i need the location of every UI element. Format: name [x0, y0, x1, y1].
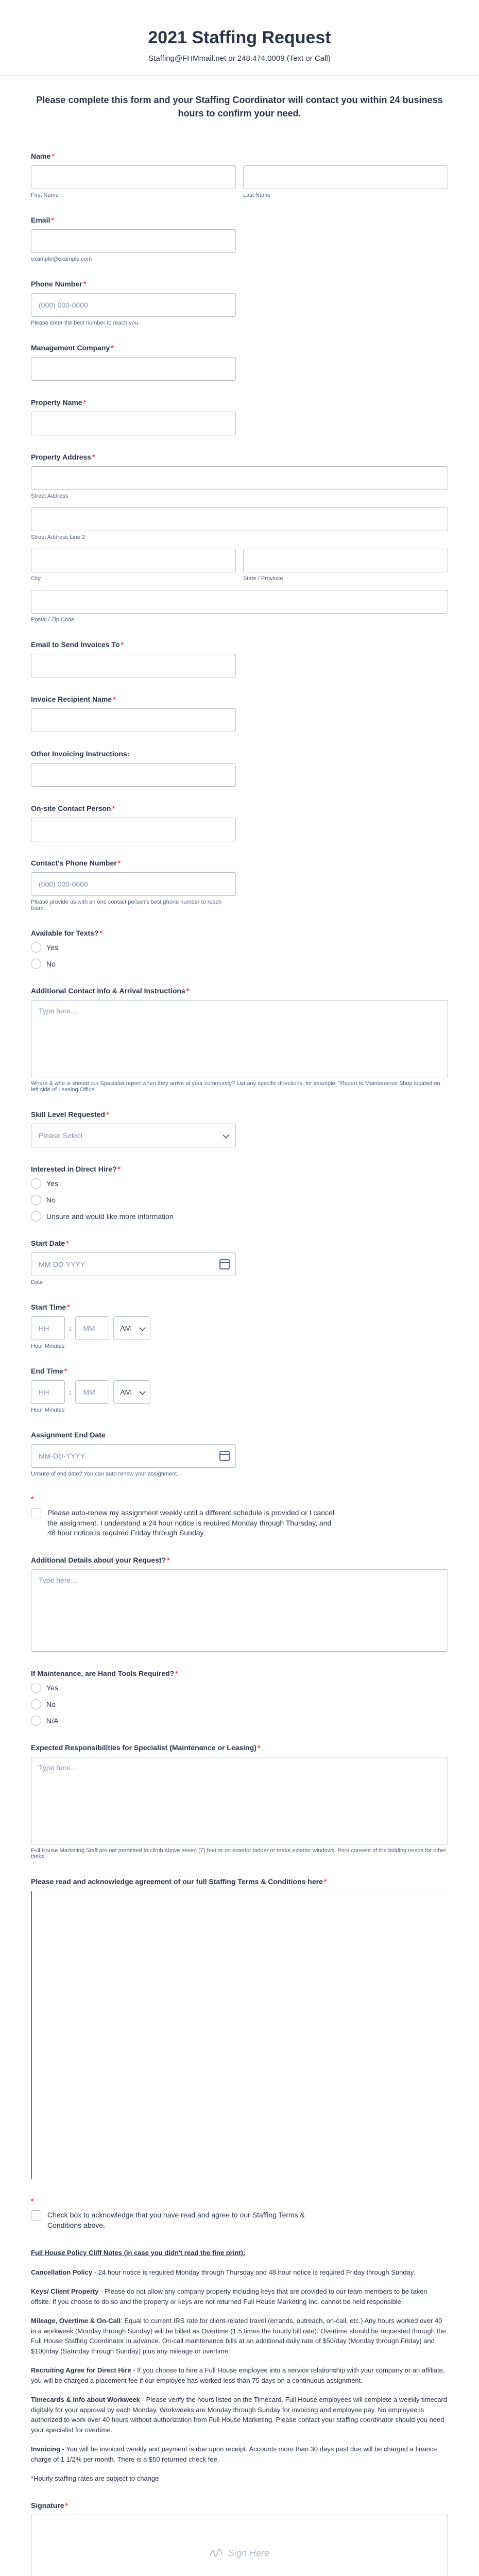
property-name-field — [31, 398, 448, 435]
phone-input[interactable] — [31, 293, 236, 317]
policy-item: Recruiting Agree for Direct Hire - If you choose to hire a Full House employee into a service relationship with your company or an affiliate, you will be charged a placement fee if our employee has worked less than 75 days on a continuous assignment. — [31, 2366, 445, 2384]
additional-contact-field — [31, 987, 448, 1093]
phone-sublabel: Please enter the best number to reach you. — [31, 320, 140, 327]
required-asterisk: * — [117, 1165, 121, 1174]
chevron-down-icon — [139, 1388, 146, 1395]
policy-title: Full House Policy Cliff Notes (in case you didn't read the fine print): — [31, 2249, 246, 2257]
city-sublabel: City — [31, 575, 41, 582]
radio-button[interactable] — [31, 1683, 41, 1693]
required-asterisk: * — [64, 1367, 67, 1376]
direct-hire-option-no[interactable]: No — [31, 1195, 448, 1205]
address-label: Property Address — [31, 453, 91, 462]
radio-button[interactable] — [31, 1716, 41, 1726]
time-separator: : — [69, 1388, 72, 1396]
form-header — [0, 0, 479, 76]
email-field — [31, 216, 448, 262]
signature-hint: Sign Here — [228, 2548, 270, 2558]
signature-pad[interactable] — [31, 2515, 448, 2576]
additional-contact-textarea[interactable] — [31, 1000, 448, 1077]
end-time-label: End Time — [31, 1367, 63, 1376]
start-hour-input[interactable] — [31, 1316, 65, 1340]
email-input[interactable] — [31, 229, 236, 253]
required-asterisk: * — [175, 1669, 178, 1677]
start-date-sublabel: Date — [31, 1279, 43, 1286]
required-asterisk: * — [52, 152, 55, 161]
required-asterisk: * — [186, 987, 190, 995]
invoice-email-input[interactable] — [31, 654, 236, 677]
required-asterisk: * — [83, 398, 87, 407]
first-name-sublabel: First Name — [31, 192, 59, 199]
end-minute-input[interactable] — [75, 1380, 109, 1404]
radio-button[interactable] — [31, 959, 41, 969]
responsibilities-field — [31, 1743, 448, 1860]
first-name-input[interactable] — [31, 165, 236, 189]
invoice-email-field — [31, 640, 448, 677]
email-sublabel: example@example.com — [31, 256, 92, 263]
contact-phone-input[interactable] — [31, 872, 236, 896]
additional-contact-label: Additional Contact Info & Arrival Instructions — [31, 987, 185, 995]
street-input[interactable] — [31, 466, 448, 490]
policy-item: Invoicing - You will be invoiced weekly and payment is due upon receipt. Accounts more than 30 days past due will be charged a finance charge of 1 1/2% per month. There is a $50 returned check fee. — [31, 2445, 437, 2463]
auto-renew-text: Please auto-renew my assignment weekly until a different schedule is provided or I cancel the assignment. I understand a 24 hour notice is required Monday through Thursday, and 48 hour notice is required Friday through Sunday. — [47, 1509, 334, 1537]
hand-tools-field — [31, 1669, 448, 1726]
end-time-sublabel: Hour Minutes — [31, 1407, 65, 1414]
required-asterisk: * — [106, 1110, 109, 1119]
name-field — [31, 152, 448, 198]
direct-hire-option-yes[interactable]: Yes — [31, 1178, 448, 1189]
start-date-field — [31, 1239, 448, 1285]
invoice-email-label: Email to Send Invoices To — [31, 640, 120, 649]
end-ampm-select[interactable]: AM — [113, 1380, 150, 1404]
required-asterisk: * — [65, 2501, 69, 2510]
terms-label: Please read and acknowledge agreement of our full Staffing Terms & Conditions here — [31, 1877, 323, 1886]
responsibilities-textarea[interactable] — [31, 1757, 448, 1844]
responsibilities-sublabel: Full House Marketing Staff are not permitted to climb above seven (7) feet or on exterior ladder or make exterior windows. Prior consent of the bidding needs for other tasks. — [31, 1847, 447, 1860]
terms-agree-field — [31, 2197, 448, 2230]
start-time-sublabel: Hour Minutes — [31, 1343, 65, 1350]
required-asterisk: * — [113, 695, 116, 704]
start-minute-input[interactable] — [75, 1316, 109, 1340]
address-field — [31, 453, 448, 623]
contact-person-input[interactable] — [31, 818, 236, 841]
required-asterisk: * — [31, 2196, 34, 2205]
intro-text: Please complete this form and your Staffing Coordinator will contact you within 24 business hours to confirm your need. — [36, 95, 443, 119]
street2-sublabel: Street Address Line 2 — [31, 534, 85, 541]
street-sublabel: Street Address — [31, 493, 69, 500]
last-name-input[interactable] — [243, 165, 448, 189]
additional-details-label: Additional Details about your Request? — [31, 1555, 166, 1564]
start-time-label: Start Time — [31, 1303, 66, 1312]
start-time-field — [31, 1303, 448, 1349]
required-asterisk: * — [112, 804, 115, 813]
auto-renew-option[interactable] — [31, 1508, 448, 1538]
phone-label: Phone Number — [31, 280, 82, 289]
skill-label: Skill Level Requested — [31, 1110, 105, 1119]
invoice-name-field — [31, 695, 448, 732]
street2-input[interactable] — [31, 507, 448, 531]
phone-field — [31, 280, 448, 326]
required-asterisk: * — [121, 640, 124, 649]
required-asterisk: * — [67, 1303, 70, 1312]
form-title: 2021 Staffing Request — [148, 28, 331, 47]
contact-person-field — [31, 804, 448, 841]
required-asterisk: * — [51, 216, 54, 225]
texts-label: Available for Texts? — [31, 929, 99, 938]
property-name-label: Property Name — [31, 398, 82, 407]
policy-item: Keys/ Client Property - Please do not allow any company property including keys that are provided to our team members to be taken offsite. If you choose to do so and the property or keys are not returned Full House Marketing Inc. cannot be held responsible. — [31, 2287, 427, 2306]
chevron-down-icon — [139, 1325, 146, 1331]
direct-hire-label: Interested in Direct Hire? — [31, 1165, 117, 1174]
additional-contact-sublabel: Where & who is should our Specialist report when they arrive at your community? List any specific directions, for example: "Report to Maintenance Shop located on left side of Leasing Office" — [31, 1080, 440, 1093]
policy-footnote: *Hourly staffing rates are subject to change — [31, 2475, 159, 2483]
hand-tools-option-yes[interactable]: Yes — [31, 1683, 448, 1693]
required-asterisk: * — [83, 280, 87, 289]
signature-field — [31, 2501, 448, 2576]
email-label: Email — [31, 216, 50, 225]
contact-phone-field — [31, 859, 448, 911]
city-input[interactable] — [31, 549, 236, 572]
invoice-name-input[interactable] — [31, 708, 236, 732]
end-date-sublabel: Unsure of end date? You can auto renew your assignment. — [31, 1471, 179, 1478]
state-input[interactable] — [243, 549, 448, 572]
zip-input[interactable] — [31, 590, 448, 614]
radio-button[interactable] — [31, 1699, 41, 1709]
property-name-input[interactable] — [31, 412, 236, 435]
name-label: Name — [31, 152, 51, 161]
additional-details-field — [31, 1556, 448, 1652]
time-separator: : — [69, 1324, 72, 1332]
start-date-input[interactable] — [31, 1252, 236, 1276]
auto-renew-field — [31, 1495, 448, 1538]
hand-tools-option-no[interactable]: No — [31, 1699, 448, 1709]
policy-item: Cancellation Policy - 24 hour notice is required Monday through Thursday and 48 hour notice is required Friday through Sunday. — [31, 2268, 415, 2276]
required-asterisk: * — [167, 1555, 170, 1564]
responsibilities-label: Expected Responsibilities for Specialist (Maintenance or Leasing) — [31, 1743, 256, 1752]
required-asterisk: * — [111, 344, 114, 352]
terms-document-frame[interactable] — [31, 1891, 448, 2179]
end-date-input[interactable] — [31, 1444, 236, 1468]
policy-notes — [31, 2248, 448, 2484]
radio-button[interactable] — [31, 942, 41, 953]
policy-item: Mileage, Overtime & On-Call: Equal to current IRS rate for client-related travel (errands, outreach, on-call, etc.) Any hours worked over 40 in a workweek (Monday through Sunday) will be billed as Overtime (1.5 times the hourly bill rate). Overtime should be requested through the Full House Staffing Coordinator in advance. On-call maintenance bills at an additional daily rate of $50/day (Monday through Friday) and $100/day (Saturday through Sunday) plus any mileage or overtime. — [31, 2317, 446, 2355]
company-field — [31, 344, 448, 381]
zip-sublabel: Postal / Zip Code — [31, 617, 75, 623]
required-asterisk: * — [92, 453, 95, 462]
state-sublabel: State / Province — [243, 575, 283, 582]
skill-field — [31, 1110, 448, 1147]
other-invoicing-field — [31, 750, 448, 787]
checkbox[interactable] — [31, 2210, 41, 2221]
end-hour-input[interactable] — [31, 1380, 65, 1404]
form-subhead: Staffing@FHMmail.net or 248.474.0009 (Text or Call) — [148, 54, 331, 63]
calendar-icon[interactable] — [219, 1259, 230, 1269]
policy-item: Timecards & Info about Workweek - Please verify the hours listed on the Timecard. Full House employees will complete a weekly timecard digitally for your approval by each Monday. Workweeks are Monday through Sunday for invoicing and employee pay. No employee is authorized to work over 40 hours without authorization from Full House Marketing. Please contact your staffing coordinator should you need your specialist for overtime. — [31, 2396, 447, 2434]
checkbox[interactable] — [31, 1508, 41, 1518]
required-asterisk: * — [66, 1239, 69, 1248]
end-time-field — [31, 1367, 448, 1413]
radio-button[interactable] — [31, 1195, 41, 1205]
direct-hire-field — [31, 1165, 448, 1222]
company-input[interactable] — [31, 357, 236, 381]
terms-agree-text: Check box to acknowledge that you have read and agree to our Staffing Terms & Conditions above. — [47, 2210, 305, 2229]
other-invoicing-label: Other Invoicing Instructions: — [31, 750, 130, 758]
texts-option-no[interactable]: No — [31, 959, 448, 969]
additional-details-textarea[interactable] — [31, 1569, 448, 1652]
calendar-icon[interactable] — [219, 1451, 230, 1461]
radio-button[interactable] — [31, 1178, 41, 1189]
required-asterisk: * — [99, 929, 102, 938]
end-date-label: Assignment End Date — [31, 1431, 106, 1439]
start-date-label: Start Date — [31, 1239, 65, 1248]
company-label: Management Company — [31, 344, 110, 352]
terms-field — [31, 1877, 448, 2179]
required-asterisk: * — [31, 1495, 34, 1503]
signature-label: Signature — [31, 2501, 64, 2510]
contact-person-label: On-site Contact Person — [31, 804, 111, 813]
chevron-down-icon — [223, 1132, 229, 1139]
invoice-name-label: Invoice Recipient Name — [31, 695, 112, 704]
end-date-field — [31, 1431, 448, 1477]
skill-select[interactable] — [31, 1124, 236, 1147]
hand-tools-option-na[interactable]: N/A — [31, 1716, 448, 1726]
contact-phone-label: Contact's Phone Number — [31, 859, 117, 868]
terms-agree-option[interactable] — [31, 2210, 448, 2230]
required-asterisk: * — [323, 1877, 327, 1886]
signature-icon — [210, 2549, 223, 2558]
required-asterisk: * — [117, 859, 121, 868]
texts-field — [31, 929, 448, 969]
last-name-sublabel: Last Name — [243, 192, 271, 199]
radio-button[interactable] — [31, 1211, 41, 1222]
contact-phone-sublabel: Please provide us with an one contact person's best phone number to reach them. — [31, 899, 222, 912]
direct-hire-option-unsure[interactable]: Unsure and would like more information — [31, 1211, 448, 1222]
required-asterisk: * — [258, 1743, 261, 1752]
skill-select-value: Please Select — [39, 1131, 83, 1140]
start-ampm-select[interactable]: AM — [113, 1316, 150, 1340]
other-invoicing-input[interactable] — [31, 763, 236, 787]
texts-option-yes[interactable]: Yes — [31, 942, 448, 953]
hand-tools-label: If Maintenance, are Hand Tools Required? — [31, 1669, 175, 1677]
